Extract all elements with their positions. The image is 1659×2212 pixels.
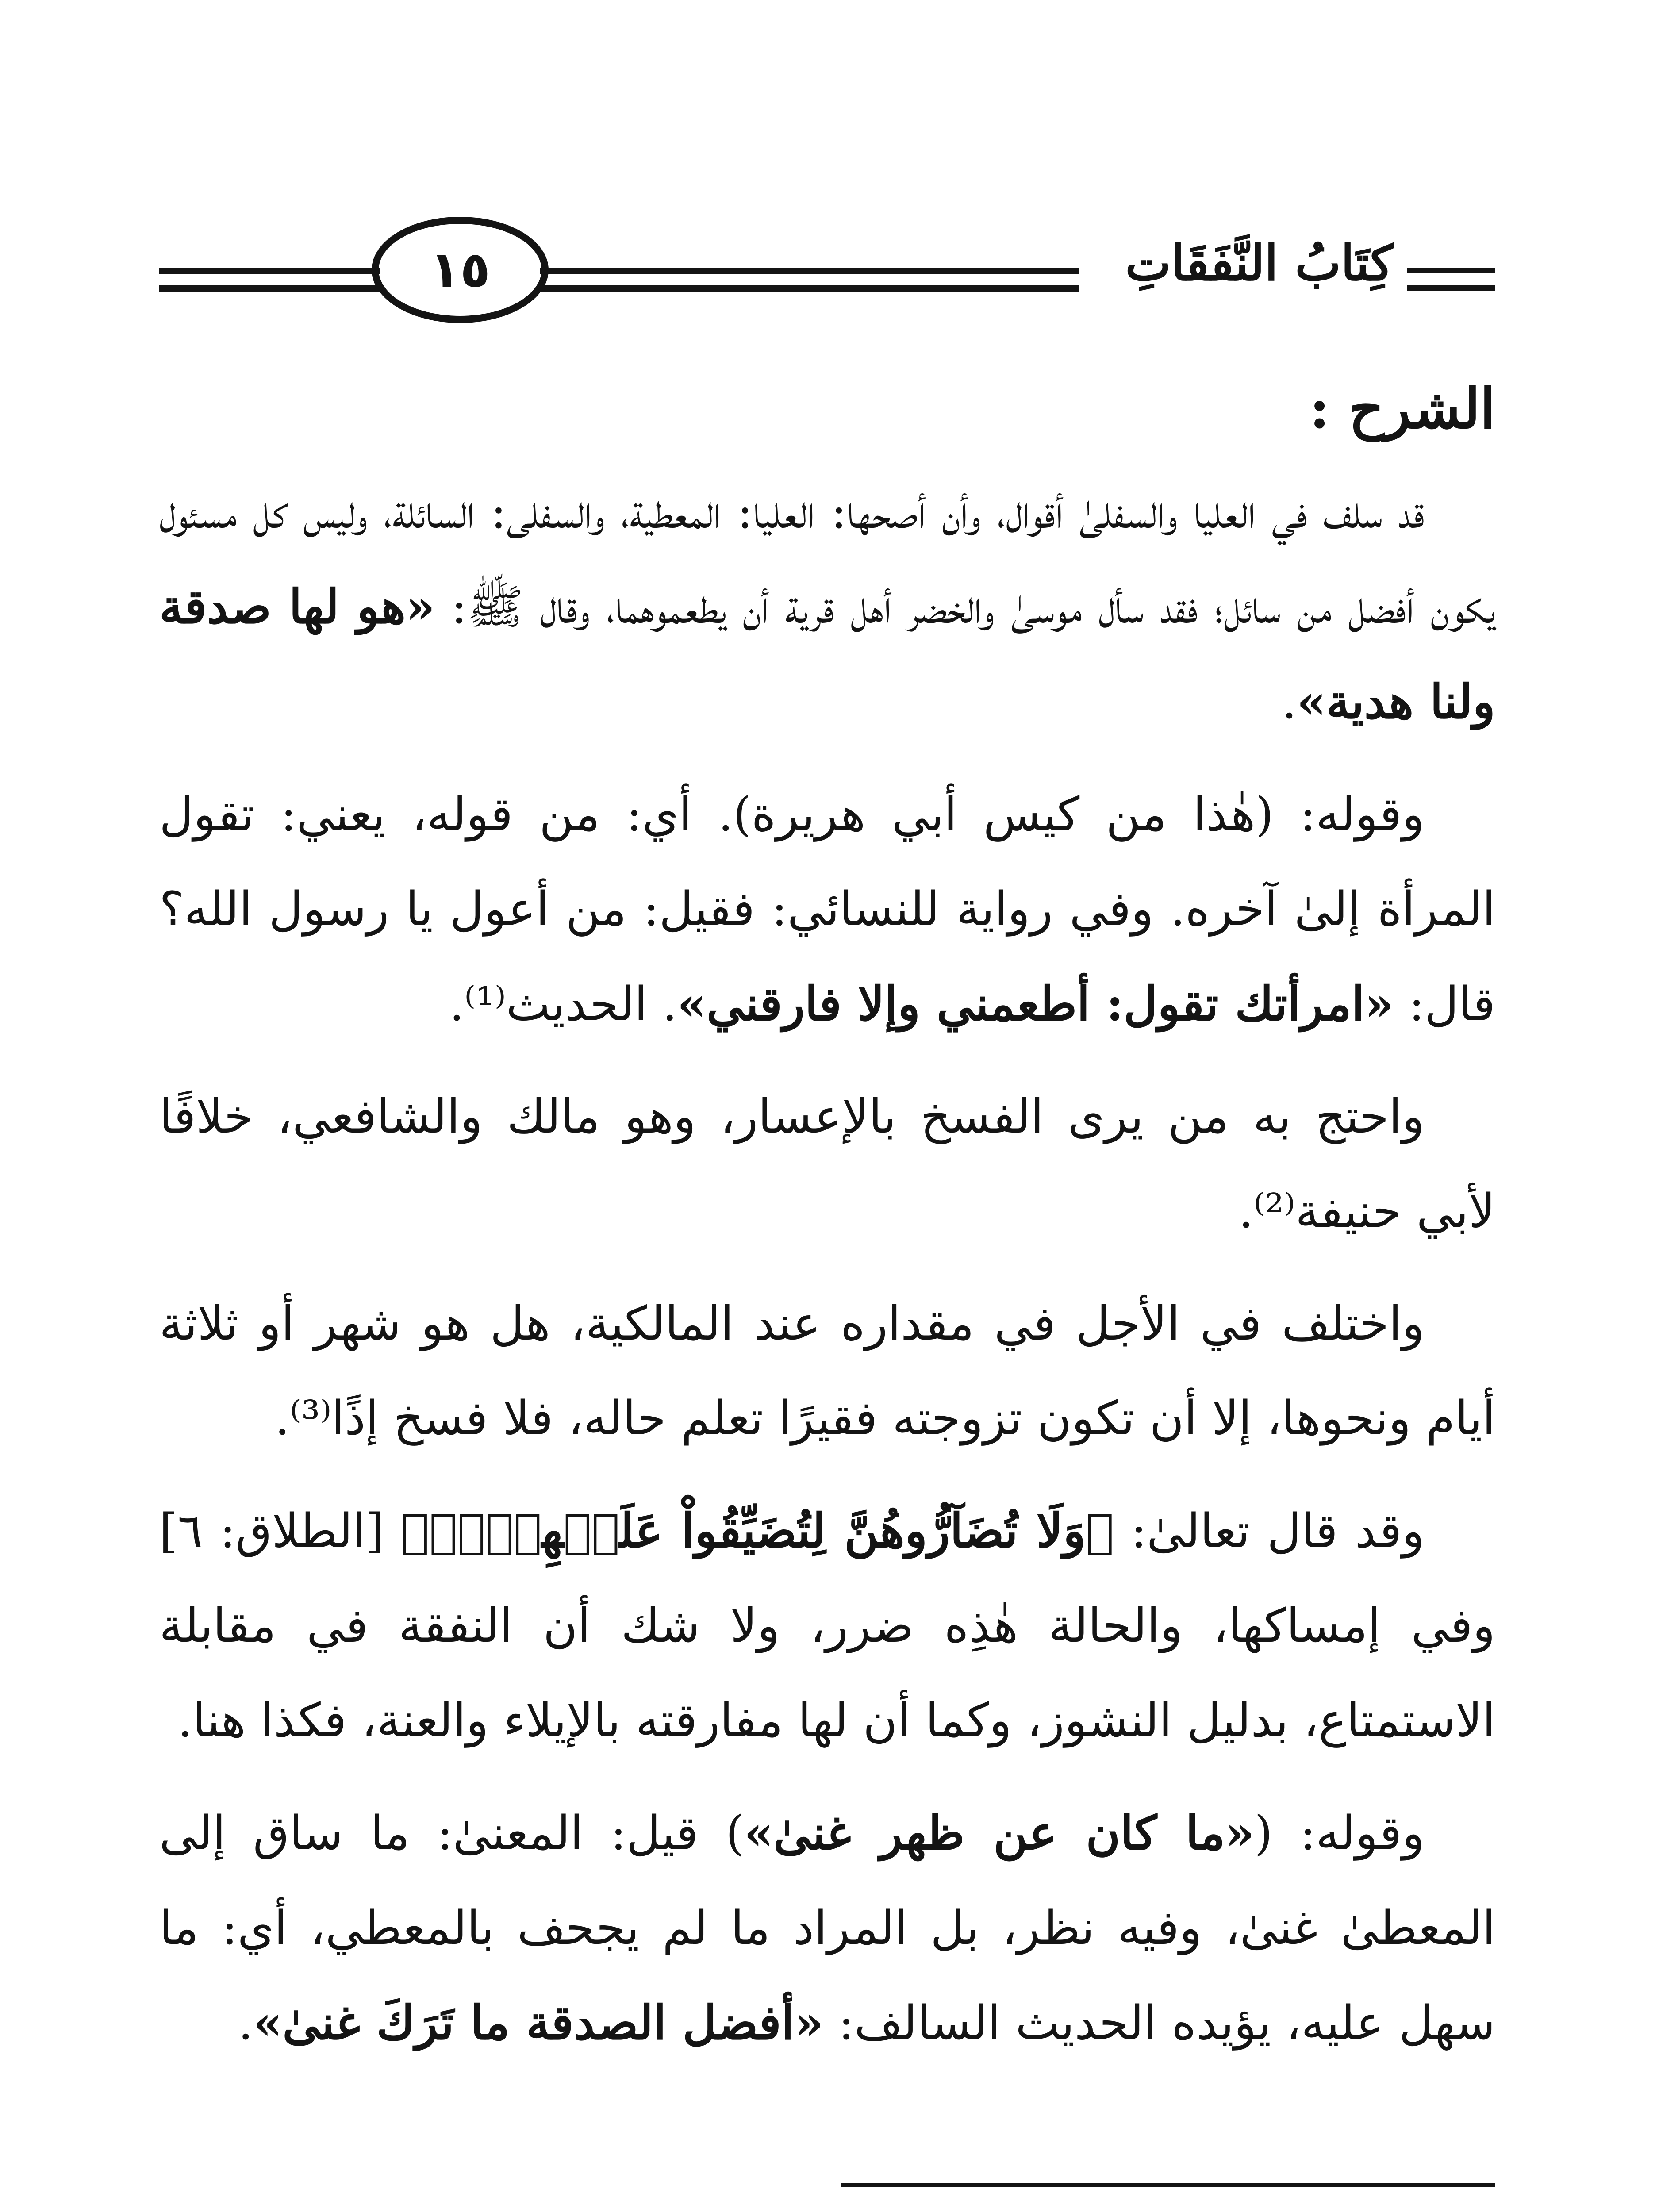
paragraph bbox=[159, 1786, 1495, 2070]
header-rule-right bbox=[1407, 268, 1495, 273]
footnote-separator bbox=[841, 2183, 1495, 2187]
quoted-text: ﴿وَلَا تُضَآرُّوهُنَّ لِتُضَيِّقُواْ عَلَيۡهِنَّۚ﴾ bbox=[401, 1503, 1114, 1558]
quoted-text: «ما كان عن ظهر غنىٰ» bbox=[744, 1805, 1255, 1860]
header-rule-left bbox=[159, 268, 380, 274]
section-heading: الشرح : bbox=[1309, 377, 1495, 441]
paragraph-text: [الطلاق: ٦] وفي إمساكها، والحالة هٰذِه ضرر، ولا شك أن النفقة في مقابلة الاستمتاع، بدليل النشوز، وكما أن لها مفارقته بالإيلاء والعنة، فكذا هنا. bbox=[159, 1504, 1495, 1747]
quoted-text: «امرأتك تقول: أطعمني وإلا فارقني» bbox=[677, 976, 1394, 1031]
header-rule-left-lower bbox=[159, 285, 380, 292]
quoted-text: «أفضل الصدقة ما تَرَكَ غنىٰ» bbox=[253, 1995, 824, 2050]
paragraph-text: واحتج به من يرى الفسخ بالإعسار، وهو مالك والشافعي، خلافًا لأبي حنيفة⁽²⁾. bbox=[159, 1089, 1495, 1238]
paragraph-text: واختلف في الأجل في مقداره عند المالكية، هل هو شهر أو ثلاثة أيام ونحوها، إلا أن تكون تزوجته فقيرًا تعلم حاله، فلا فسخ إذًا⁽³⁾. bbox=[159, 1296, 1495, 1445]
paragraph bbox=[159, 767, 1495, 1052]
running-title: كِتَابُ النَّفَقَاتِ bbox=[1125, 234, 1394, 292]
paragraph bbox=[159, 465, 1495, 749]
page-header bbox=[159, 208, 1495, 341]
header-rule-middle-lower bbox=[540, 285, 1079, 292]
paragraph bbox=[159, 1483, 1495, 1768]
paragraph-text: ) قيل: المعنىٰ: ما ساق إلى المعطىٰ غنىٰ، وفيه نظر، بل المراد ما لم يجحف بالمعطي، أي: ما سهل عليه، يؤيده الحديث السالف: bbox=[159, 1806, 1495, 2050]
paragraph-text: . bbox=[238, 1996, 253, 2050]
paragraph-text: . الحديث⁽¹⁾. bbox=[449, 977, 677, 1031]
quoted-text: «هو لها صدقة ولنا هدية» bbox=[159, 579, 1495, 729]
header-rule-right-lower bbox=[1407, 285, 1495, 291]
paragraphs bbox=[159, 465, 1495, 2070]
paragraph-text: وقوله: ( bbox=[1254, 1806, 1425, 1860]
paragraph-text: قد سلف في العليا والسفلىٰ أقوال، وأن أصحها: العليا: المعطية، والسفلى: السائلة، وليس كل مسئول يكون أفضل من سائل؛ فقد سأل موسىٰ والخضر أهل قرية أن يطعموهما، وقال ﷺ: bbox=[159, 484, 1495, 634]
paragraph-text: . bbox=[1282, 675, 1297, 729]
page-number-oval bbox=[372, 217, 549, 323]
header-rule-middle bbox=[540, 268, 1079, 274]
paragraph-text: وقد قال تعالىٰ: bbox=[1114, 1504, 1425, 1558]
paragraph bbox=[159, 1069, 1495, 1259]
page-number: ١٥ bbox=[430, 241, 491, 299]
paragraph bbox=[159, 1276, 1495, 1466]
paragraph-text: وقوله: (هٰذا من كيس أبي هريرة). أي: من قوله، يعني: تقول المرأة إلىٰ آخره. وفي رواية للنسائي: فقيل: من أعول يا رسول الله؟ قال: bbox=[159, 787, 1495, 1031]
main-text bbox=[159, 372, 1495, 2088]
